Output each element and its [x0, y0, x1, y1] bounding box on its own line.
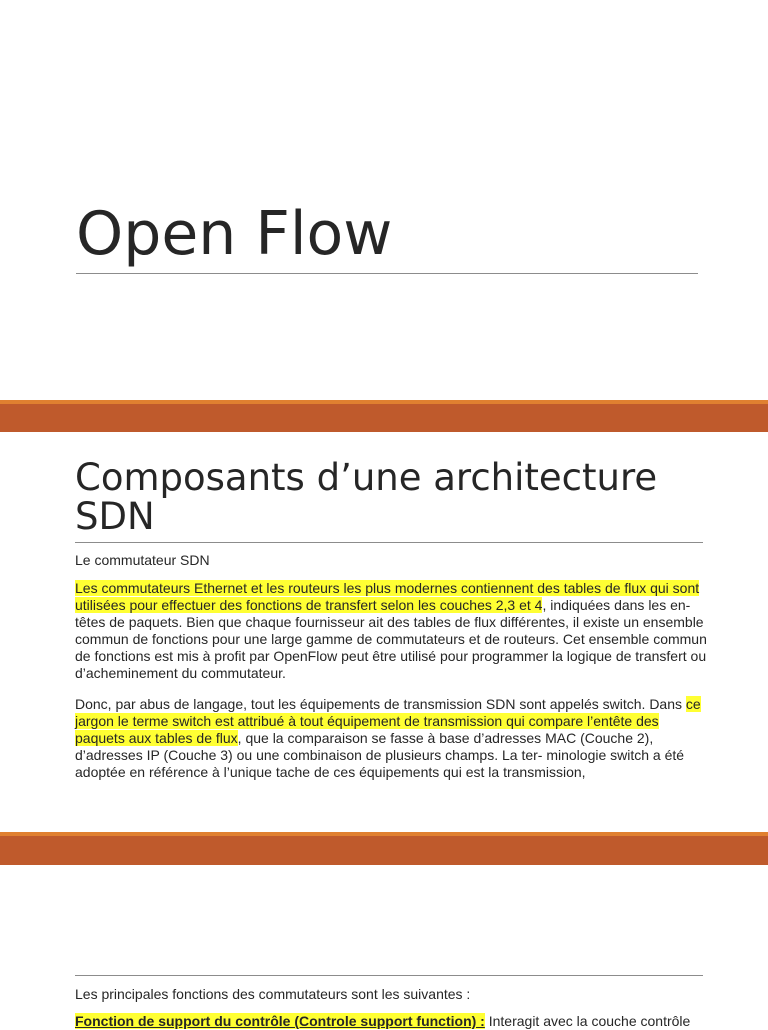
slide-title-open-flow: Open Flow	[76, 199, 393, 269]
slide-separator-band	[0, 400, 768, 432]
highlighted-text: ce jargon le terme switch est attribué à tout équipement de transmission qui compare l’entête des paquets aux tables de flux	[75, 696, 701, 746]
fonction-label: Fonction de support du contrôle (Controle support function) :	[75, 1013, 485, 1029]
paragraph-text: , que la comparaison se fasse à base d’adresses MAC (Couche 2), d’adresses IP (Couche 3) ou une combinaison de plusieurs champs. La ter- minologie switch a été adoptée en référence à l’unique tache de ces équipements qui est la transmission,	[75, 730, 685, 780]
title-divider	[76, 273, 698, 274]
fonctions-intro: Les principales fonctions des commutateurs sont les suivantes :	[75, 986, 471, 1002]
section-subtitle: Le commutateur SDN	[75, 552, 210, 568]
paragraph-text: Donc, par abus de langage, tout les équipements de transmission SDN sont appelés switch. Dans	[75, 696, 686, 712]
title-divider	[75, 542, 703, 543]
slide-separator-band	[0, 832, 768, 865]
paragraph-text: , indiquées dans les en-têtes de paquets. Bien que chaque fournisseur ait des tables de flux différentes, il existe un ensemble commun de fonctions pour une large gamme de commutateurs et de routeurs. Cet ensemble commun de fonctions est mis à profit par OpenFlow peut être utilisé pour programmer la logique de transfert ou d’acheminement du commutateur.	[75, 597, 707, 681]
fonction-text: Interagit avec la couche contrôle	[484, 1013, 691, 1029]
title-divider	[75, 975, 703, 976]
slide-title-composants: Composants d’une architecture SDN	[75, 456, 658, 538]
highlighted-text: Les commutateurs Ethernet et les routeurs les plus modernes contiennent des tables de flux qui sont utilisées pour effectuer des fonctions de transfert selon les couches 2,3 et 4	[75, 580, 700, 613]
slide-open-flow	[0, 0, 768, 400]
fonction-item	[75, 1013, 707, 1030]
paragraph-tables-de-flux	[75, 580, 707, 682]
paragraph-switch-definition	[75, 696, 707, 781]
